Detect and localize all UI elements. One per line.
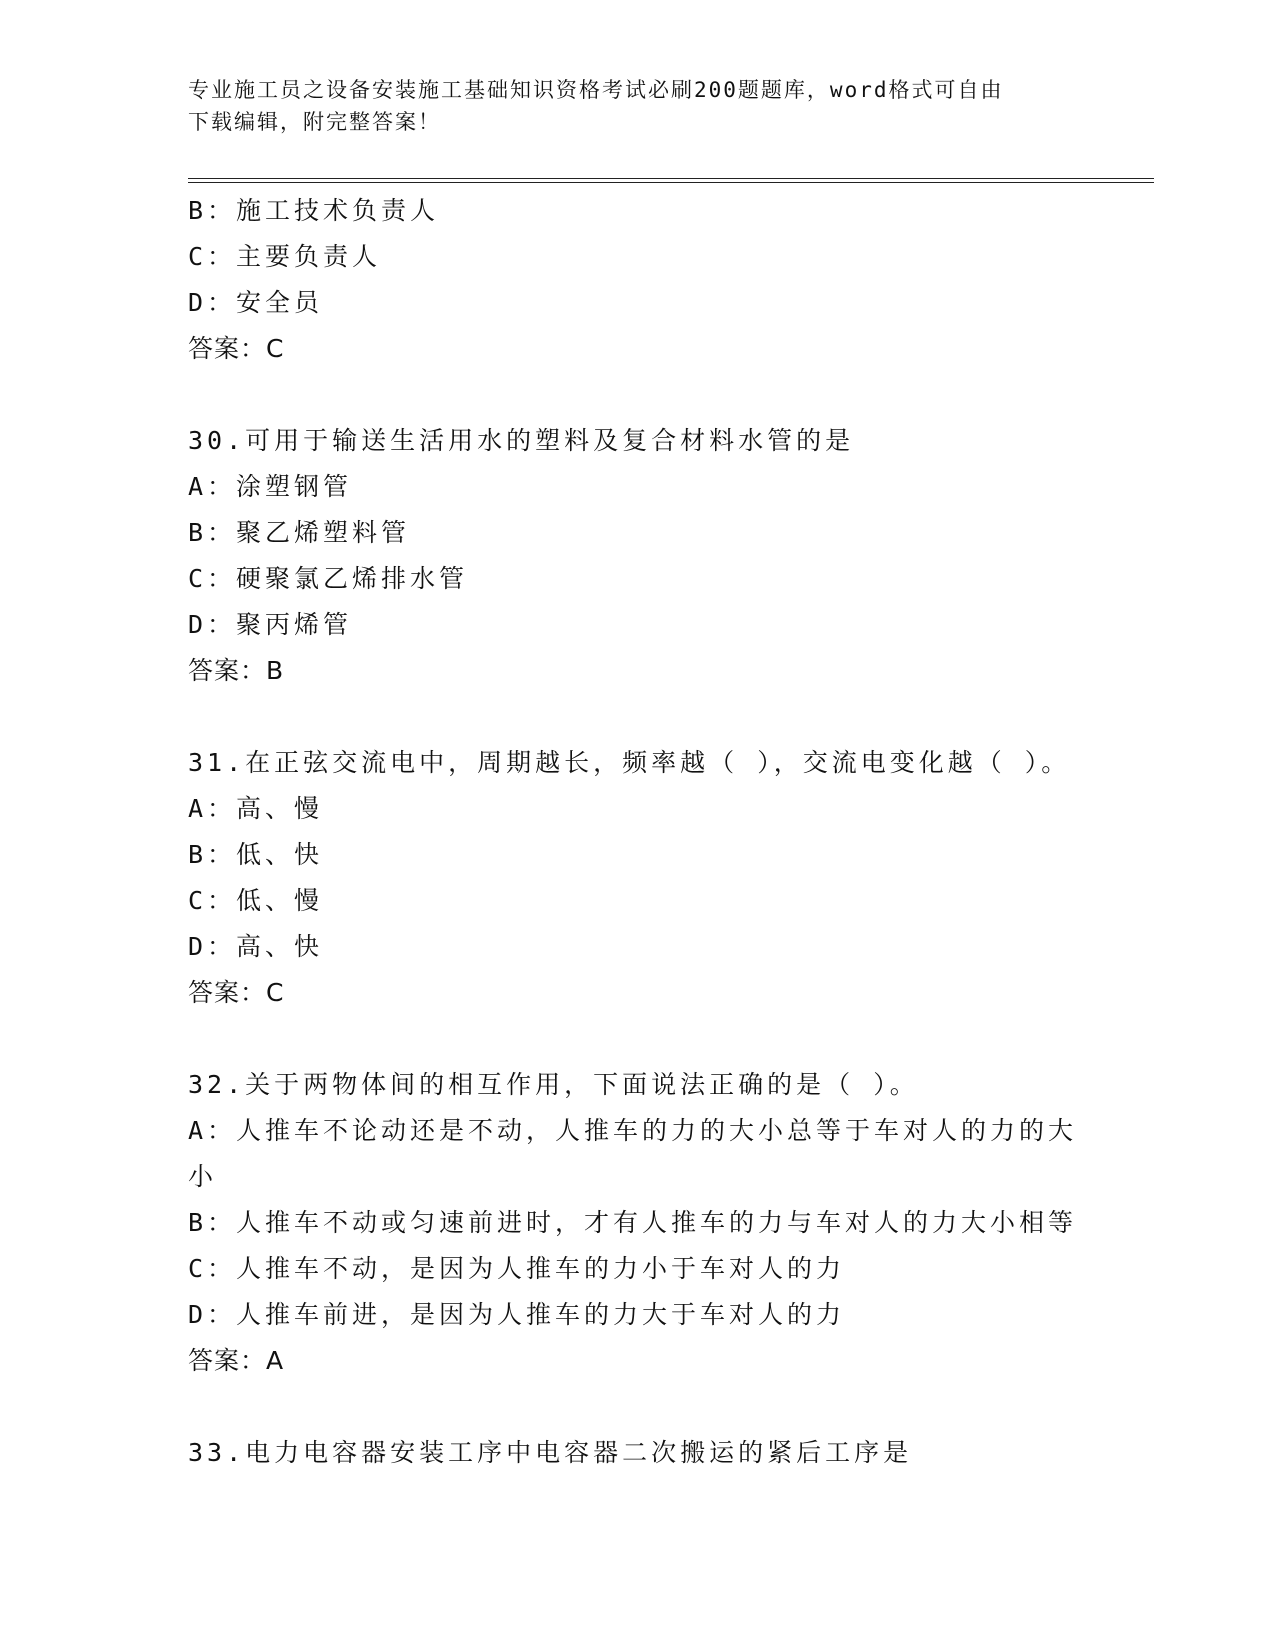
option-b: B：低、快 — [188, 840, 324, 869]
option-a: A：高、慢 — [188, 794, 324, 823]
header-title-line-2: 下载编辑，附完整答案！ — [188, 110, 441, 134]
option-b: B：人推车不动或匀速前进时，才有人推车的力与车对人的力大小相等 — [188, 1208, 1078, 1237]
question-31 — [188, 740, 1088, 1016]
header-title-line-1: 专业施工员之设备安装施工基础知识资格考试必刷200题题库，word格式可自由 — [188, 78, 1004, 102]
question-29-continued — [188, 188, 1088, 372]
question-list — [188, 188, 1088, 1476]
answer: 答案：C — [188, 978, 285, 1007]
option-c: C：人推车不动，是因为人推车的力小于车对人的力 — [188, 1254, 846, 1283]
question-30 — [188, 418, 1088, 694]
header-divider-top — [188, 178, 1154, 179]
option-d: D：聚丙烯管 — [188, 610, 353, 639]
option-b: B：施工技术负责人 — [188, 196, 440, 225]
option-a: A：涂塑钢管 — [188, 472, 353, 501]
option-c: C：低、慢 — [188, 886, 324, 915]
answer: 答案：A — [188, 1346, 285, 1375]
question-text: 32.关于两物体间的相互作用，下面说法正确的是（ ）。 — [188, 1070, 919, 1099]
option-d: D：安全员 — [188, 288, 324, 317]
question-text: 33.电力电容器安装工序中电容器二次搬运的紧后工序是 — [188, 1438, 913, 1467]
option-d: D：人推车前进，是因为人推车的力大于车对人的力 — [188, 1300, 846, 1329]
question-text: 30.可用于输送生活用水的塑料及复合材料水管的是 — [188, 426, 855, 455]
question-32 — [188, 1062, 1088, 1384]
answer: 答案：B — [188, 656, 285, 685]
header-divider-bottom — [188, 182, 1154, 183]
option-c: C：硬聚氯乙烯排水管 — [188, 564, 469, 593]
option-b: B：聚乙烯塑料管 — [188, 518, 411, 547]
question-33 — [188, 1430, 1088, 1476]
option-d: D：高、快 — [188, 932, 324, 961]
question-text: 31.在正弦交流电中，周期越长，频率越（ ），交流电变化越（ ）。 — [188, 748, 1071, 777]
option-c: C：主要负责人 — [188, 242, 382, 271]
option-a: A：人推车不论动还是不动，人推车的力的大小总等于车对人的力的大小 — [188, 1116, 1078, 1191]
document-header — [188, 74, 1088, 138]
answer: 答案：C — [188, 334, 285, 363]
